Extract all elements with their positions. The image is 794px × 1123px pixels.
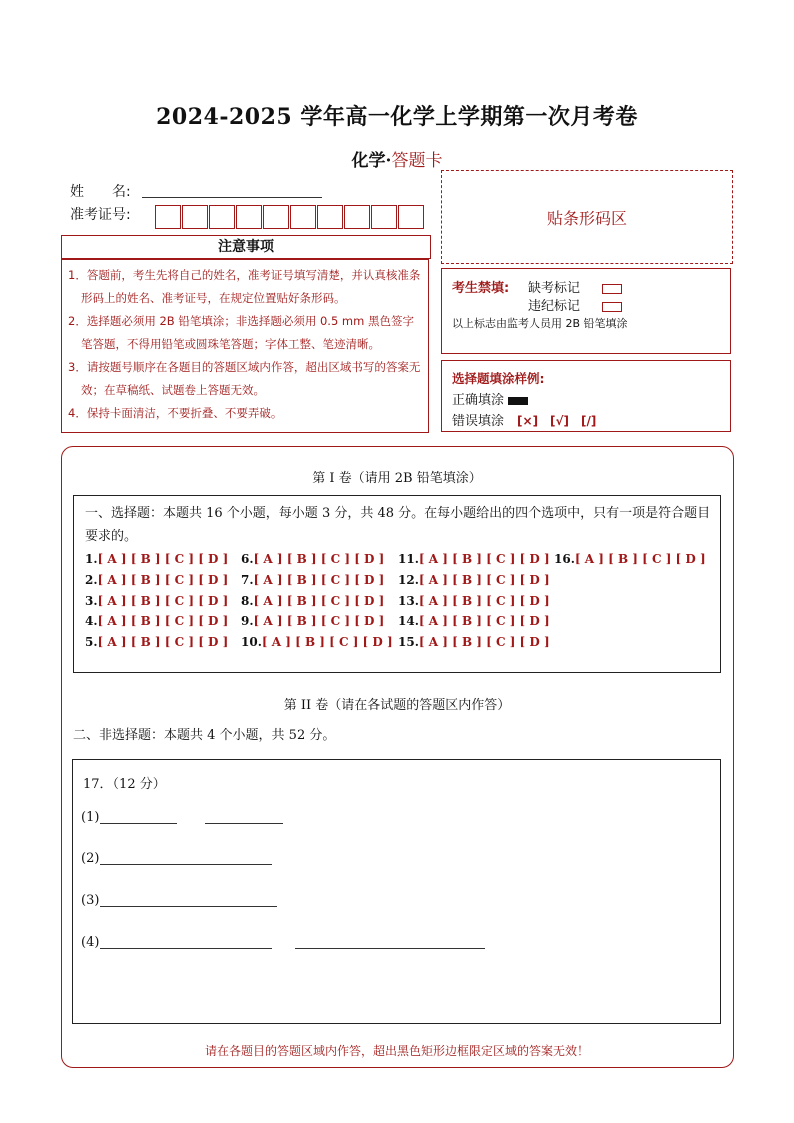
notice-item: 1．答题前，考生先将自己的姓名，准考证号填写清楚，并认真核准条形码上的姓名、准考证号，在规定位置贴好条形码。 bbox=[68, 268, 421, 305]
notice-item: 2．选择题必须用 2B 铅笔填涂；非选择题必须用 0.5 mm 黑色签字笔答题，不得用铅笔或圆珠笔答题；字体工整、笔迹清晰。 bbox=[68, 314, 414, 351]
id-digit-box[interactable] bbox=[182, 205, 208, 229]
forbid-label: 考生禁填: bbox=[452, 281, 510, 296]
mc-question-number: 5. bbox=[85, 635, 98, 649]
mc-options[interactable]: [ A ] [ B ] [ C ] [ D ] bbox=[418, 594, 550, 608]
barcode-area: 贴条形码区 bbox=[441, 170, 733, 264]
mc-options[interactable]: [ A ] [ B ] [ C ] [ D ] bbox=[97, 573, 229, 587]
mc-question-8[interactable] bbox=[241, 594, 384, 608]
mc-options[interactable]: [ A ] [ B ] [ C ] [ D ] bbox=[418, 552, 550, 566]
id-label: 准考证号: bbox=[70, 207, 131, 223]
mc-question-number: 15. bbox=[398, 635, 419, 649]
question-17-box bbox=[72, 759, 721, 1024]
mc-question-13[interactable] bbox=[398, 594, 550, 608]
id-digit-box[interactable] bbox=[263, 205, 289, 229]
part2-heading: 第 II 卷（请在各试题的答题区内作答） bbox=[283, 698, 511, 713]
mc-options[interactable]: [ A ] [ B ] [ C ] [ D ] bbox=[253, 552, 385, 566]
mc-instructions: 一、选择题：本题共 16 个小题，每小题 3 分，共 48 分。在每小题给出的四个选项中，只有一项是符合题目要求的。 bbox=[85, 506, 711, 544]
mc-options[interactable]: [ A ] [ B ] [ C ] [ D ] bbox=[418, 614, 550, 628]
id-digit-box[interactable] bbox=[371, 205, 397, 229]
mc-options[interactable]: [ A ] [ B ] [ C ] [ D ] bbox=[97, 614, 229, 628]
notice-heading: 注意事项 bbox=[61, 235, 431, 259]
wrong-row: 错误填涂 [×] [√] [/] bbox=[452, 414, 597, 429]
id-digit-box[interactable] bbox=[290, 205, 316, 229]
q17-sub-label: (2) bbox=[81, 851, 100, 866]
examiner-only-box bbox=[441, 268, 731, 354]
mc-question-14[interactable] bbox=[398, 614, 550, 628]
mc-question-16[interactable] bbox=[554, 552, 706, 566]
answer-line[interactable] bbox=[205, 823, 283, 824]
mc-options[interactable]: [ A ] [ B ] [ C ] [ D ] bbox=[253, 573, 385, 587]
mc-question-number: 11. bbox=[398, 552, 419, 566]
mc-question-1[interactable] bbox=[85, 552, 228, 566]
q17-sub-label: (1) bbox=[81, 810, 100, 825]
mc-options[interactable]: [ A ] [ B ] [ C ] [ D ] bbox=[418, 635, 550, 649]
mc-options[interactable]: [ A ] [ B ] [ C ] [ D ] bbox=[97, 635, 229, 649]
non-mc-instructions: 二、非选择题：本题共 4 个小题，共 52 分。 bbox=[73, 728, 336, 743]
mc-question-3[interactable] bbox=[85, 594, 228, 608]
answer-line[interactable] bbox=[100, 948, 272, 949]
id-digit-box[interactable] bbox=[344, 205, 370, 229]
mc-question-10[interactable] bbox=[241, 635, 393, 649]
name-label: 姓 名: bbox=[70, 184, 131, 200]
mc-question-number: 14. bbox=[398, 614, 419, 628]
notice-item: 4．保持卡面清洁，不要折叠、不要弄破。 bbox=[68, 406, 283, 420]
q17-sub-label: (3) bbox=[81, 893, 100, 908]
page-subtitle: 化学·答题卡 bbox=[351, 151, 443, 171]
absent-mark-box[interactable] bbox=[602, 284, 622, 294]
mc-options[interactable]: [ A ] [ B ] [ C ] [ D ] bbox=[97, 594, 229, 608]
mc-question-number: 8. bbox=[241, 594, 254, 608]
mc-question-number: 1. bbox=[85, 552, 98, 566]
mc-question-7[interactable] bbox=[241, 573, 384, 587]
mc-question-6[interactable] bbox=[241, 552, 384, 566]
mc-question-11[interactable] bbox=[398, 552, 550, 566]
answer-line[interactable] bbox=[100, 864, 272, 865]
mc-question-number: 10. bbox=[241, 635, 262, 649]
mc-options[interactable]: [ A ] [ B ] [ C ] [ D ] bbox=[253, 594, 385, 608]
mc-question-number: 9. bbox=[241, 614, 254, 628]
mc-question-number: 2. bbox=[85, 573, 98, 587]
footer-warning: 请在各题目的答题区域内作答，超出黑色矩形边框限定区域的答案无效！ bbox=[204, 1044, 589, 1058]
q17-title: 17．（12 分） bbox=[83, 777, 166, 792]
mc-question-2[interactable] bbox=[85, 573, 228, 587]
answer-line[interactable] bbox=[295, 948, 485, 949]
notice-item: 3．请按题号顺序在各题目的答题区域内作答，超出区域书写的答案无效；在草稿纸、试题卷上答题无效。 bbox=[68, 360, 421, 397]
name-field[interactable] bbox=[142, 197, 322, 198]
mc-options[interactable]: [ A ] [ B ] [ C ] [ D ] bbox=[253, 614, 385, 628]
answer-line[interactable] bbox=[100, 906, 277, 907]
mc-question-9[interactable] bbox=[241, 614, 384, 628]
mc-options[interactable]: [ A ] [ B ] [ C ] [ D ] bbox=[261, 635, 393, 649]
mc-question-number: 7. bbox=[241, 573, 254, 587]
forbid-note: 以上标志由监考人员用 2B 铅笔填涂 bbox=[452, 317, 628, 330]
fill-sample-box bbox=[441, 360, 731, 432]
id-digit-box[interactable] bbox=[209, 205, 235, 229]
q17-sub-label: (4) bbox=[81, 935, 100, 950]
mc-question-number: 12. bbox=[398, 573, 419, 587]
answer-line[interactable] bbox=[100, 823, 177, 824]
absent-mark-row: 缺考标记 bbox=[528, 277, 622, 296]
violation-mark-box[interactable] bbox=[602, 302, 622, 312]
mc-question-15[interactable] bbox=[398, 635, 550, 649]
mc-options[interactable]: [ A ] [ B ] [ C ] [ D ] bbox=[97, 552, 229, 566]
page-title: 2024-2025 学年高一化学上学期第一次月考卷 bbox=[156, 104, 638, 130]
mc-question-number: 6. bbox=[241, 552, 254, 566]
mc-question-5[interactable] bbox=[85, 635, 228, 649]
id-number-boxes[interactable] bbox=[155, 205, 425, 229]
mc-question-12[interactable] bbox=[398, 573, 550, 587]
mc-question-number: 3. bbox=[85, 594, 98, 608]
sample-heading: 选择题填涂样例: bbox=[452, 371, 545, 386]
id-digit-box[interactable] bbox=[155, 205, 181, 229]
mc-question-number: 4. bbox=[85, 614, 98, 628]
mc-options[interactable]: [ A ] [ B ] [ C ] [ D ] bbox=[418, 573, 550, 587]
part1-heading: 第 I 卷（请用 2B 铅笔填涂） bbox=[312, 471, 482, 486]
id-digit-box[interactable] bbox=[317, 205, 343, 229]
mc-question-number: 16. bbox=[554, 552, 575, 566]
mc-options[interactable]: [ A ] [ B ] [ C ] [ D ] bbox=[574, 552, 706, 566]
filled-mark-icon bbox=[508, 397, 528, 405]
correct-row: 正确填涂 bbox=[452, 389, 528, 408]
notice-list bbox=[61, 259, 429, 433]
violation-mark-row: 违纪标记 bbox=[528, 295, 622, 314]
id-digit-box[interactable] bbox=[398, 205, 424, 229]
mc-question-4[interactable] bbox=[85, 614, 228, 628]
id-digit-box[interactable] bbox=[236, 205, 262, 229]
mc-question-number: 13. bbox=[398, 594, 419, 608]
